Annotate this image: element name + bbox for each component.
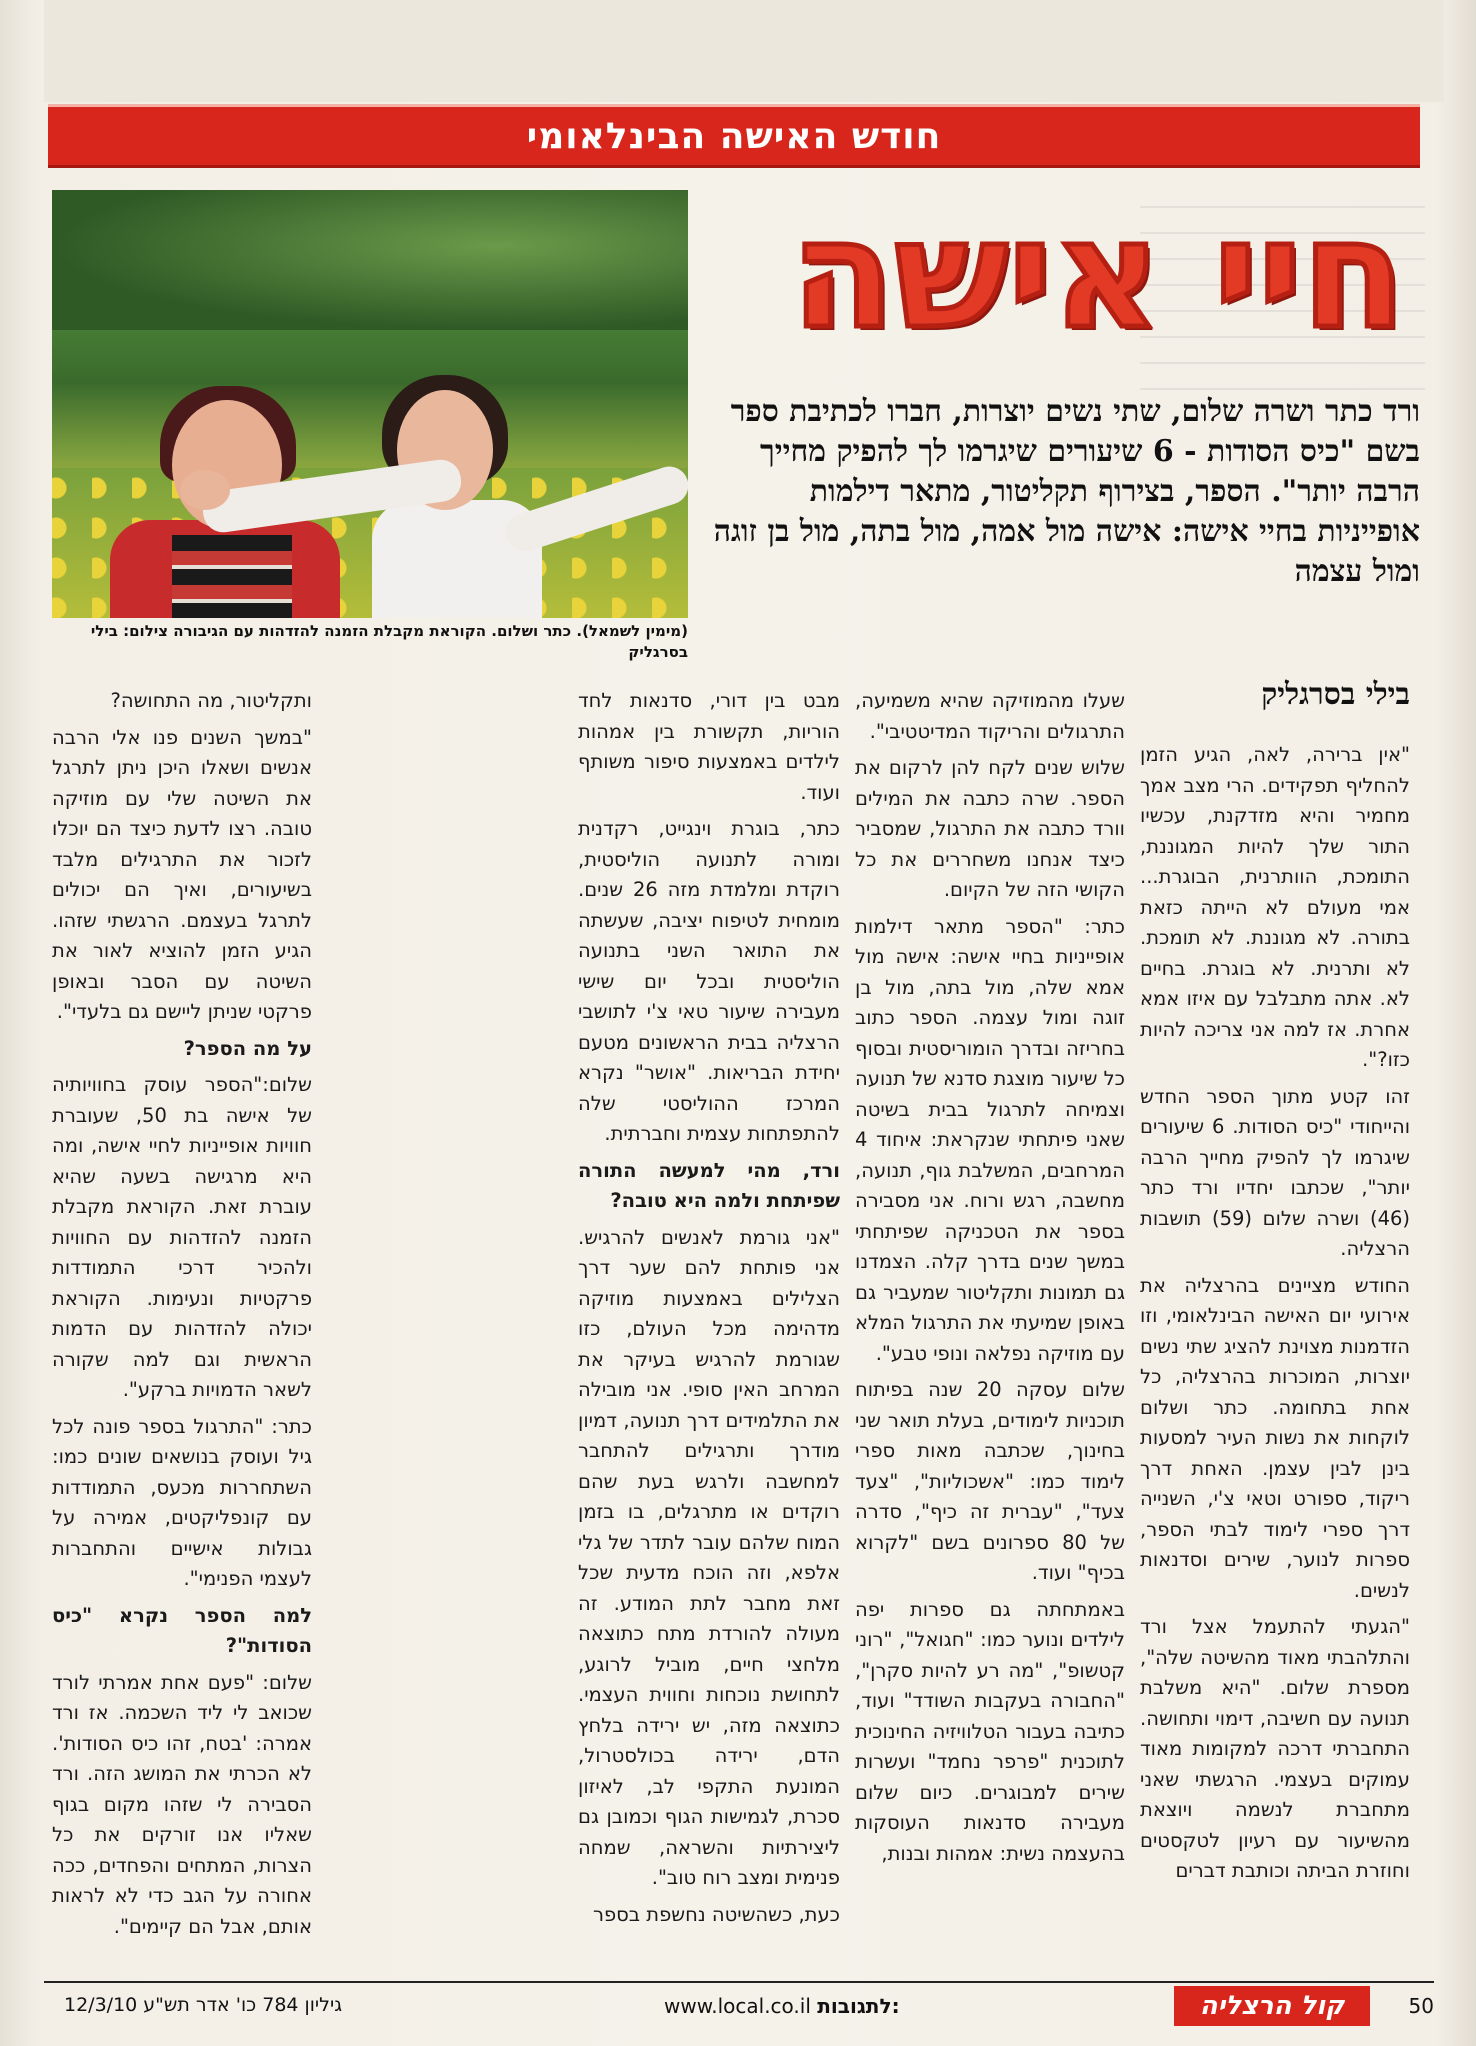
headline-area <box>705 180 1425 380</box>
publication-logo <box>1174 1986 1370 2026</box>
paragraph: "הגעתי להתעמל אצל ורד והתלהבתי מאוד מהשיטה שלה", מספרת שלום. "היא משלבת תנועה עם חשיבה, דימוי ותחושה. התחברתי דרכה למקומות מאוד עמוקים בעצמי. הרגשתי שאני מתחברת לנשמה ויוצאת מהשיעור עם רעיון לטקסטים וחוזרת הביתה וכותבת דברים <box>1140 1615 1410 1882</box>
responses-info <box>664 1994 900 2018</box>
paragraph: כתר: "התרגול בספר פונה לכל גיל ועוסק בנושאים שונים כמו: השתחררות מכעס, התמודדות עם קונפליקטים, אמירה על גבולות אישיים והתחברות לעצמי הפנימי". <box>52 1414 312 1590</box>
photo-hand <box>180 470 230 510</box>
paragraph: "אני גורמת לאנשים להרגיש. אני פותחת להם שער דרך הצלילים באמצעות מוזיקה מדהימה מכל העולם, כזו שגורמת להרגיש בעיקר את המרחב האין סופי. אני מובילה את התלמידים דרך תנועה, דמיון מודרך ותרגילים להתחבר למחשבה ולרגש בעת שהם רוקדים או מתרגלים, בו בזמן המוח שלהם עובר לתדר של גלי אלפא, וזה הוכח מדעית שכל זאת מחבר לתת המודע. זה מעולה להורדת מתח כתוצאה מלחצי חיים, מוביל לרוגע, לתחושת נוכחות וחווית העצמי. כתוצאה מזה, יש ירידה בלחץ הדם, ירידה בכולסטרול, המונעת התקפי לב, לאיזון סכרת, לגמישות הגוף וכמובן גם ליצירתיות והשראה, שמחה פנימית ומצב רוח טוב". <box>578 1225 840 1889</box>
footer-rule <box>44 1981 1434 1983</box>
article-byline: בילי בסרגליק <box>1261 677 1410 712</box>
interview-question: ורד, מהי למעשה התורה שפיתחת ולמה היא טובה? <box>578 1158 840 1212</box>
paragraph: "במשך השנים פנו אלי הרבה אנשים ושאלו היכן ניתן לתרגל את השיטה שלי עם מוזיקה טובה. רצו לדעת כיצד הם יוכלו לזכור את התרגילים מלבד בשיעורים, ואיך הם יכולים לתרגל בעצמם. הרגשתי שזהו. הגיע הזמן להוציא לאור את השיטה עם הסבר ובאופן פרקטי שניתן ליישם גם בלעדי". <box>52 725 312 1023</box>
paragraph: שלום: "פעם אחת אמרתי לורד שכואב לי ליד השכמה. אז ורד אמרה: 'בטח, זהו כיס הסודות'. לא הכרתי את המושג הזה. ורד הסבירה לי שזהו מקום בגוף שאליו אנו זורקים את כל הצרות, המתחים והפחדים, ככה אחורה על הגב כדי לא לראות אותם, אבל הם קיימים". <box>52 1670 312 1938</box>
paragraph: כתר, בוגרת וינגייט, רקדנית ומורה לתנועה הוליסטית, רוקדת ומלמדת מזה 26 שנים. מומחית לטיפוח יציבה, שעשתה את התואר השני בתנועה הוליסטית ובכל יום שישי מעבירה שיעור טאי צ'י לתושבי הרצליה בבית הראשונים מטעם יחידת הבריאות. "אושר" נקרא המרכז ההוליסטי שלה להתפתחות עצמית וחברתית. <box>578 817 840 1145</box>
paragraph: כעת, כשהשיטה נחשפת בספר <box>592 1902 840 1926</box>
column-4 <box>52 686 312 1948</box>
section-banner <box>48 104 1420 168</box>
paragraph: זהו קטע מתוך הספר החדש והייחודי "כיס הסודות. 6 שיעורים שיגרמו לך להפיק מחייך הרבה יותר", שכתבו יחדיו ורד כתר (46) ושרה שלום (59) תושבות הרצליה. <box>1140 1084 1411 1260</box>
publication-name: קול הרצליה <box>1199 1991 1345 2021</box>
paragraph: מבט בין דורי, סדנאות לחד הוריות, תקשורת בין אמהות לילדים באמצעות סיפור משותף ועוד. <box>578 689 840 804</box>
interview-question: למה הספר נקרא "כיס הסודות"? <box>52 1603 312 1657</box>
section-banner-title: חודש האישה הבינלאומי <box>526 115 942 157</box>
paragraph: שעלו מהמוזיקה שהיא משמיעה, התרגולים והריקוד המדיטטיבי". <box>855 689 1125 743</box>
responses-label: לתגובות: <box>817 1994 900 2018</box>
photo-striped-shirt <box>172 535 292 618</box>
article-lead: ורד כתר ושרה שלום, שתי נשים יוצרות, חברו לכתיבת ספר בשם "כיס הסודות - 6 שיעורים שיגרמו לך להפיק מחייך הרבה יותר". הספר, בצירוף תקליטור, מתאר דילמות אופייניות בחיי אישה: אישה מול אמה, מול בתה, מול בן זוגה ומול עצמה <box>713 394 1420 589</box>
paragraph: החודש מציינים בהרצליה את אירועי יום האישה הבינלאומי, וזו הזדמנות מצוינת להציג שתי נשים יוצרות, המוכרות בהרצליה, כל אחת בתחומה. כתר ושלום לוקחות את נשות העיר למסעות בינן לבין עצמן. האחת דרך ריקוד, ספורט וטאי צ'י, השנייה דרך ספרי לימוד לבתי הספר, ספרות לנוער, שירים וסדנאות לנשים. <box>1140 1273 1410 1602</box>
paragraph: שלום עסקה 20 שנה בפיתוח תוכניות לימודים, בעלת תואר שני בחינוך, שכתבה מאות ספרי לימוד כמו: "אשכוליות", "צעד צעד", "עברית זה כיף", סדרה של 80 ספרונים בשם "לקרוא בכיף" ועוד. <box>855 1378 1125 1584</box>
page-footer <box>44 1988 1434 2028</box>
previous-page-strip <box>44 0 1444 102</box>
article-photo <box>52 190 688 618</box>
photo-trees <box>52 190 688 330</box>
website-link[interactable]: www.local.co.il <box>664 1994 811 2018</box>
paragraph: "אין ברירה, לאה, הגיע הזמן להחליף תפקידים. הרי מצב אמך מחמיר והיא מזדקנת, עכשיו התור שלך להיות המגוננת, התומכת, הוותרנית, הבוגרת... אמי מעולם לא הייתה כזאת בתורה. לא מגוננת. לא תומכת. לא ותרנית. לא בוגרת. בחיים לא. אתה מתבלבל עם איזו אמא אחרת. אז למה אני צריכה להיות כזו?". <box>1140 743 1410 1071</box>
paragraph: שלום:"הספר עוסק בחוויותיה של אישה בת 50, שעוברת חוויות אופייניות לחיי אישה, ומה היא מרגישה בשעה שהיא עוברת זאת. הקוראת מקבלת הזמנה להזדהות עם החוויות ולהכיר דרכי התמודדות פרקטיות ונעימות. הקוראת יכולה להזדהות עם הדמות הראשית וגם למה שקורה לשאר הדמויות ברקע". <box>52 1073 312 1401</box>
paragraph: כתר: "הספר מתאר דילמות אופייניות בחיי אישה: אישה מול אמא שלה, מול בתה, מול בן זוגה ומול עצמה. הספר כתוב בחריזה ובדרך הומוריסטית ובסוף כל שיעור מוצגת סדנא של תנועה וצמיחה לתרגול בבית בשיטה שאני פיתחתי שנקראת: איחוד 4 המרחבים, המשלבת גוף, תנועה, מחשבה, רגש ורוח. אני מסבירה בספר את הטכניקה שפיתחתי במשך שנים בדרך קלה. הצמדנו גם תמונות ותקליטור שמעביר גם באופן שמיעתי את התרגול המלא עם מוזיקה נפלאה ונופי טבע". <box>855 914 1125 1365</box>
interview-question: על מה הספר? <box>183 1036 312 1060</box>
paragraph: שלוש שנים לקח להן לרקום את הספר. שרה כתבה את המילים וורד כתבה את התרגול, שמסביר כיצד אנחנו משחררים את כל הקושי הזה של הקיום. <box>855 756 1125 901</box>
column-1 <box>1140 740 1410 1893</box>
column-2 <box>855 686 1125 1875</box>
photo-caption: (מימין לשמאל). כתר ושלום. הקוראת מקבלת הזמנה להזדהות עם הגיבורה צילום: בילי בסרגליק <box>90 622 688 661</box>
article-headline: חיי אישה <box>791 188 1405 362</box>
column-3 <box>578 686 840 1936</box>
issue-info: גיליון 784 כו' אדר תש"ע 12/3/10 <box>64 1994 343 2016</box>
paragraph: באמתחתה גם ספרות יפה לילדים ונוער כמו: "חגואל", "רוני קטשופ", "מה רע להיות סקרן", "החבורה בעקבות השודד" ועוד, כתיבה בעבור הטלוויזיה החינוכית לתוכנית "פרפר נחמד" ועשרות שירים למבוגרים. כיום שלום מעבירה סדנאות העוסקות בהעצמה נשית: אמהות ובנות, <box>855 1597 1125 1865</box>
page-number: 50 <box>1408 1994 1434 2018</box>
paragraph: ותקליטור, מה התחושה? <box>110 689 312 712</box>
